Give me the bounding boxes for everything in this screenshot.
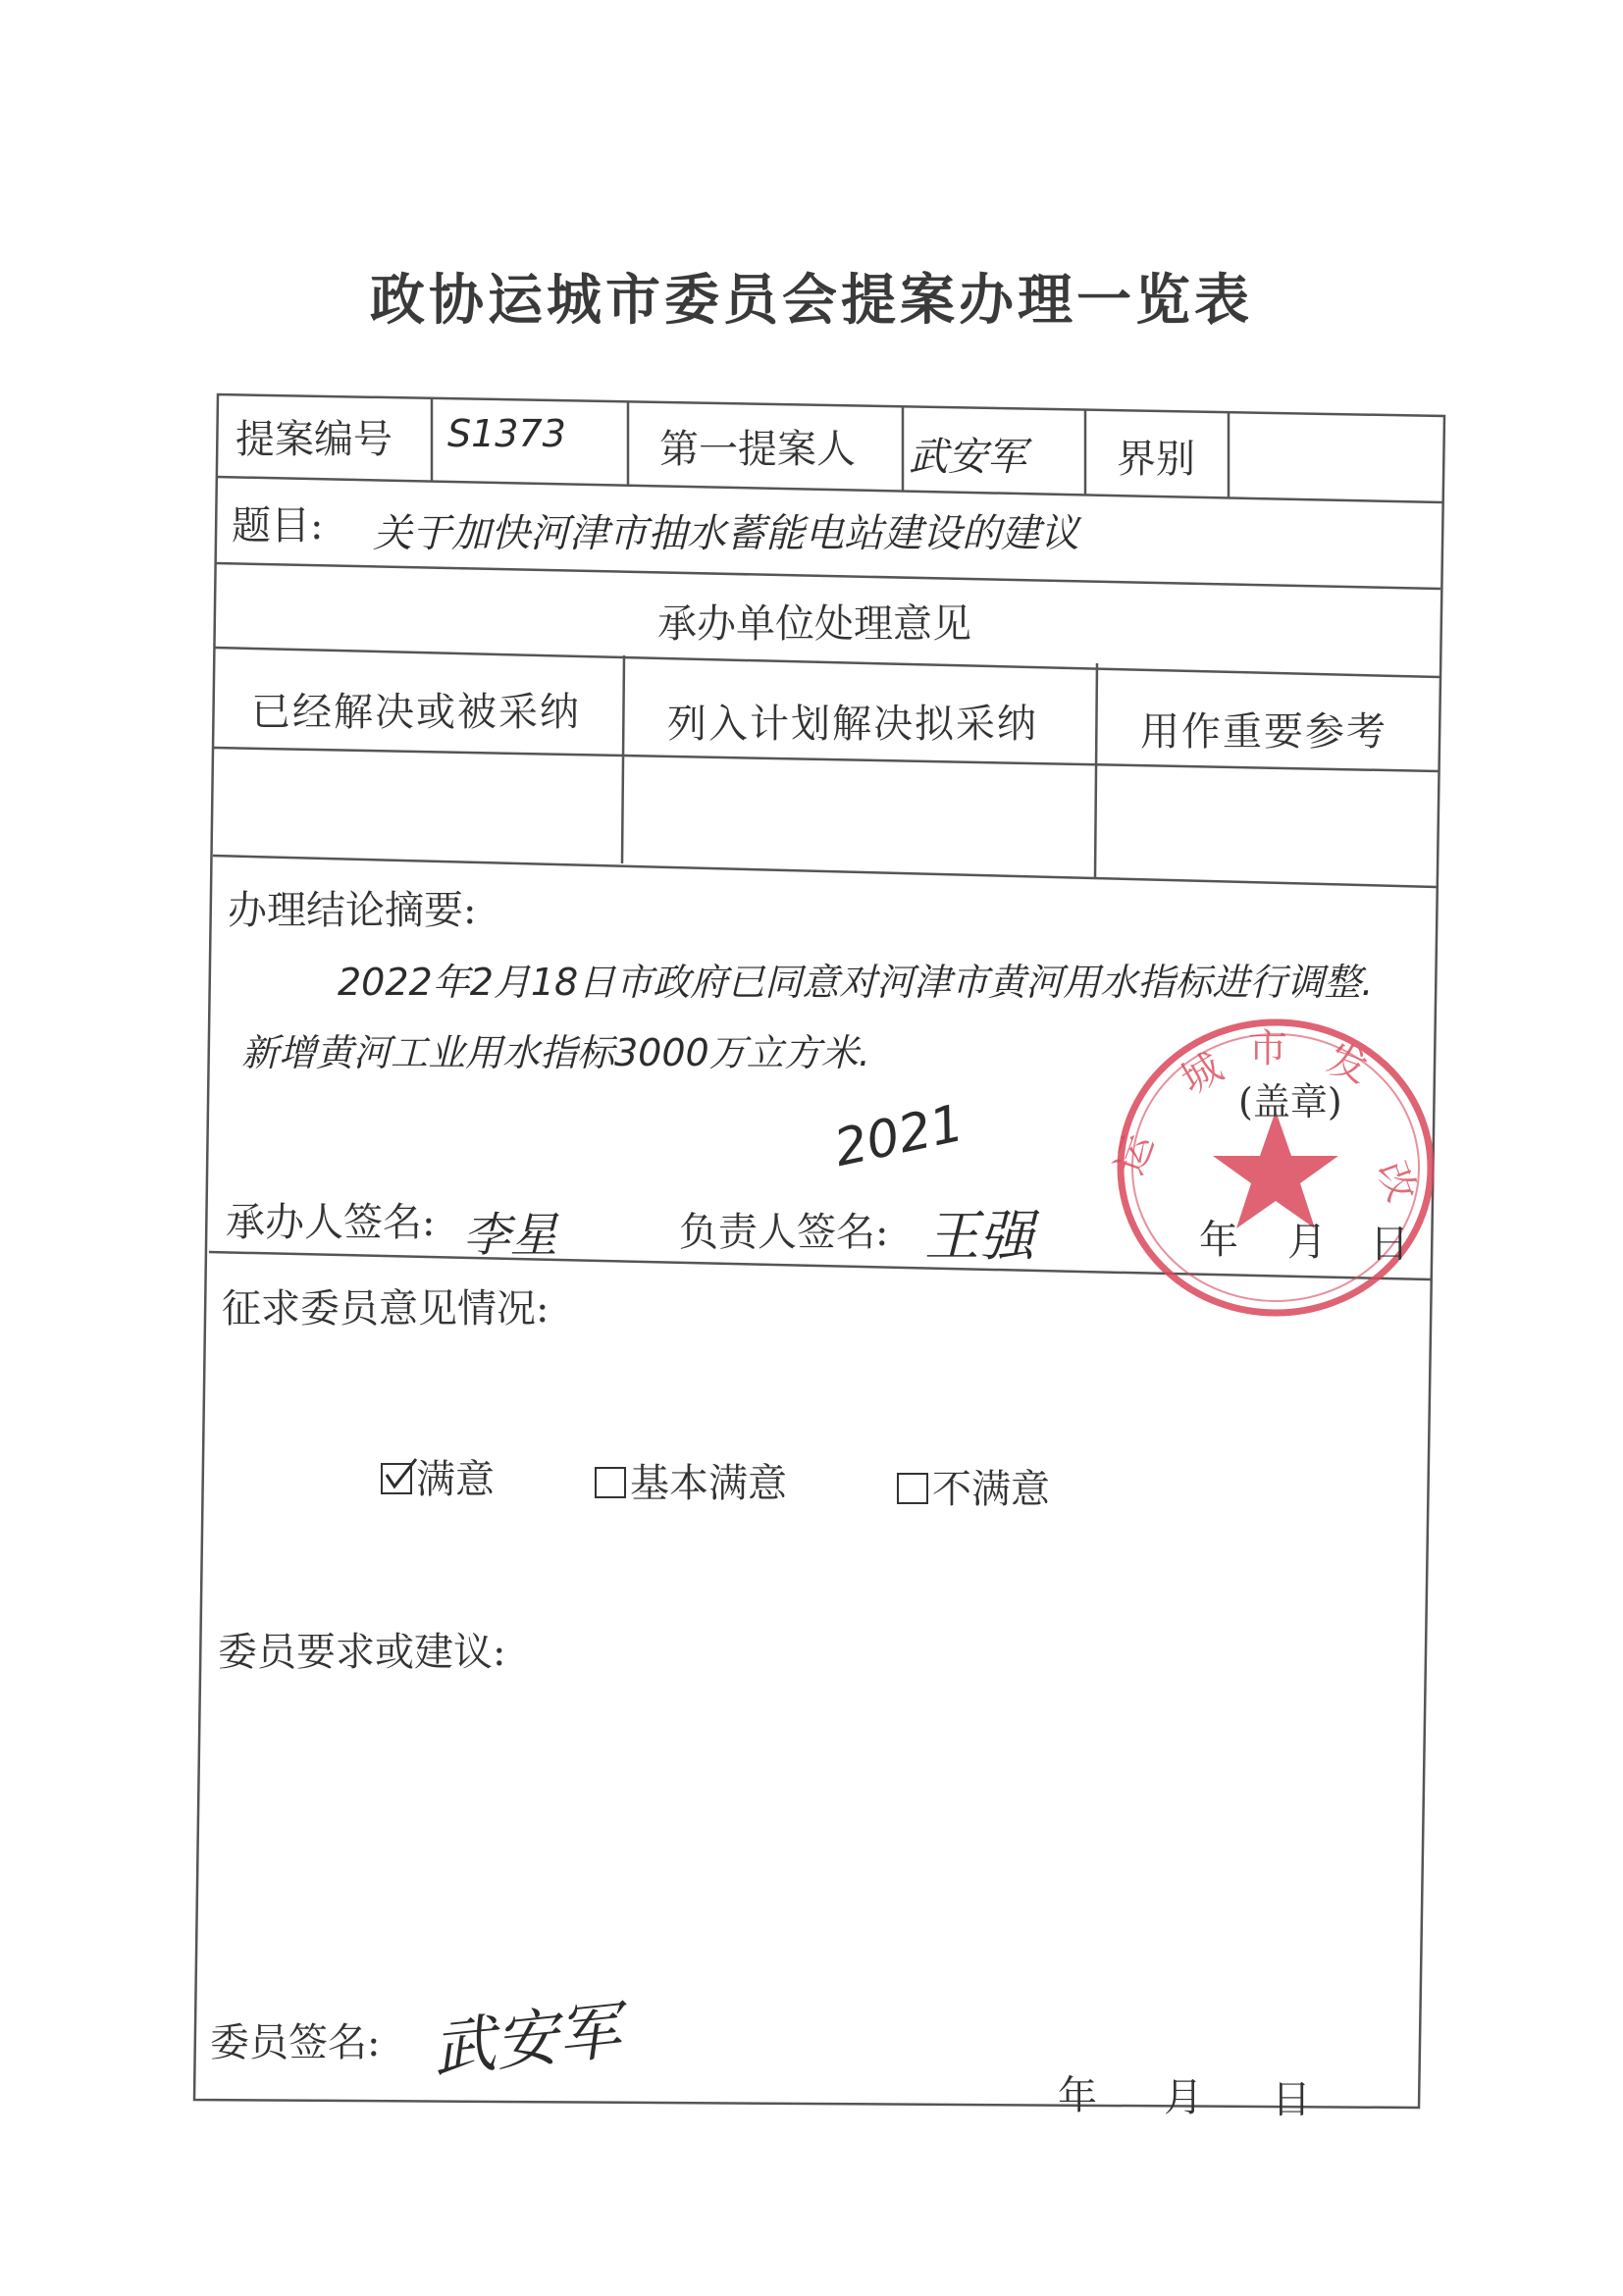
svg-text:发: 发 (1321, 1036, 1374, 1093)
member-request-label: 委员要求或建议: (218, 1630, 506, 1675)
member-day-label: 日 (1272, 2077, 1311, 2122)
member-month-label: 月 (1164, 2075, 1203, 2120)
svg-text:市: 市 (1248, 1026, 1287, 1071)
option-satisfied-label: 满意 (416, 1457, 495, 1502)
feedback-label: 征求委员意见情况: (222, 1286, 550, 1331)
first-proposer-label: 第一提案人 (659, 427, 856, 472)
opinion-heading: 承办单位处理意见 (657, 601, 971, 647)
opinion-column-reference: 用作重要参考 (1140, 709, 1387, 755)
member-signature: 武安军 (429, 1995, 624, 2087)
summary-label: 办理结论摘要: (228, 888, 477, 933)
member-signature-label: 委员签名: (210, 2020, 381, 2065)
option-basically-satisfied-label: 基本满意 (630, 1461, 787, 1506)
option-basically-satisfied (595, 1452, 787, 1508)
subject-value: 关于加快河津市抽水蓄能电站建设的建议 (373, 511, 1079, 556)
svg-text:城: 城 (1174, 1044, 1230, 1104)
handler-signature: 李星 (463, 1208, 558, 1263)
option-unsatisfied-label: 不满意 (932, 1467, 1050, 1512)
summary-month-label: 月 (1287, 1220, 1327, 1265)
subject-label: 题目: (232, 503, 324, 548)
form-title: 政协运城市委员会提案办理一览表 (370, 268, 1253, 333)
handler-signature-label: 承办人签名: (226, 1200, 436, 1245)
summary-line-1: 2022年2月18日市政府已同意对河津市黄河用水指标进行调整. (338, 961, 1374, 1004)
checkbox-icon (381, 1463, 412, 1494)
member-year-label: 年 (1058, 2073, 1097, 2118)
responsible-signature: 王强 (924, 1205, 1034, 1269)
sector-label: 界别 (1117, 437, 1195, 482)
summary-day-label: 日 (1370, 1222, 1409, 1267)
proposal-number-value: S1373 (447, 412, 566, 455)
first-proposer-value: 武安军 (909, 435, 1026, 480)
summary-line-2: 新增黄河工业用水指标3000万立方米. (241, 1031, 870, 1074)
signature-date-note: 2021 (829, 1093, 969, 1179)
official-seal-icon (1101, 1001, 1454, 1338)
proposal-number-label: 提案编号 (236, 417, 393, 462)
option-unsatisfied (897, 1458, 1050, 1514)
opinion-column-planned: 列入计划解决拟采纳 (667, 702, 1038, 747)
responsible-signature-label: 负责人签名: (679, 1210, 889, 1255)
checkbox-icon (897, 1473, 928, 1504)
seal-note: (盖章) (1238, 1080, 1342, 1123)
option-satisfied (381, 1448, 495, 1504)
opinion-column-adopted: 已经解决或被采纳 (251, 690, 581, 735)
svg-text:运: 运 (1107, 1128, 1164, 1181)
checkbox-icon (595, 1467, 626, 1498)
summary-year-label: 年 (1199, 1218, 1238, 1263)
svg-text:改: 改 (1368, 1155, 1425, 1209)
